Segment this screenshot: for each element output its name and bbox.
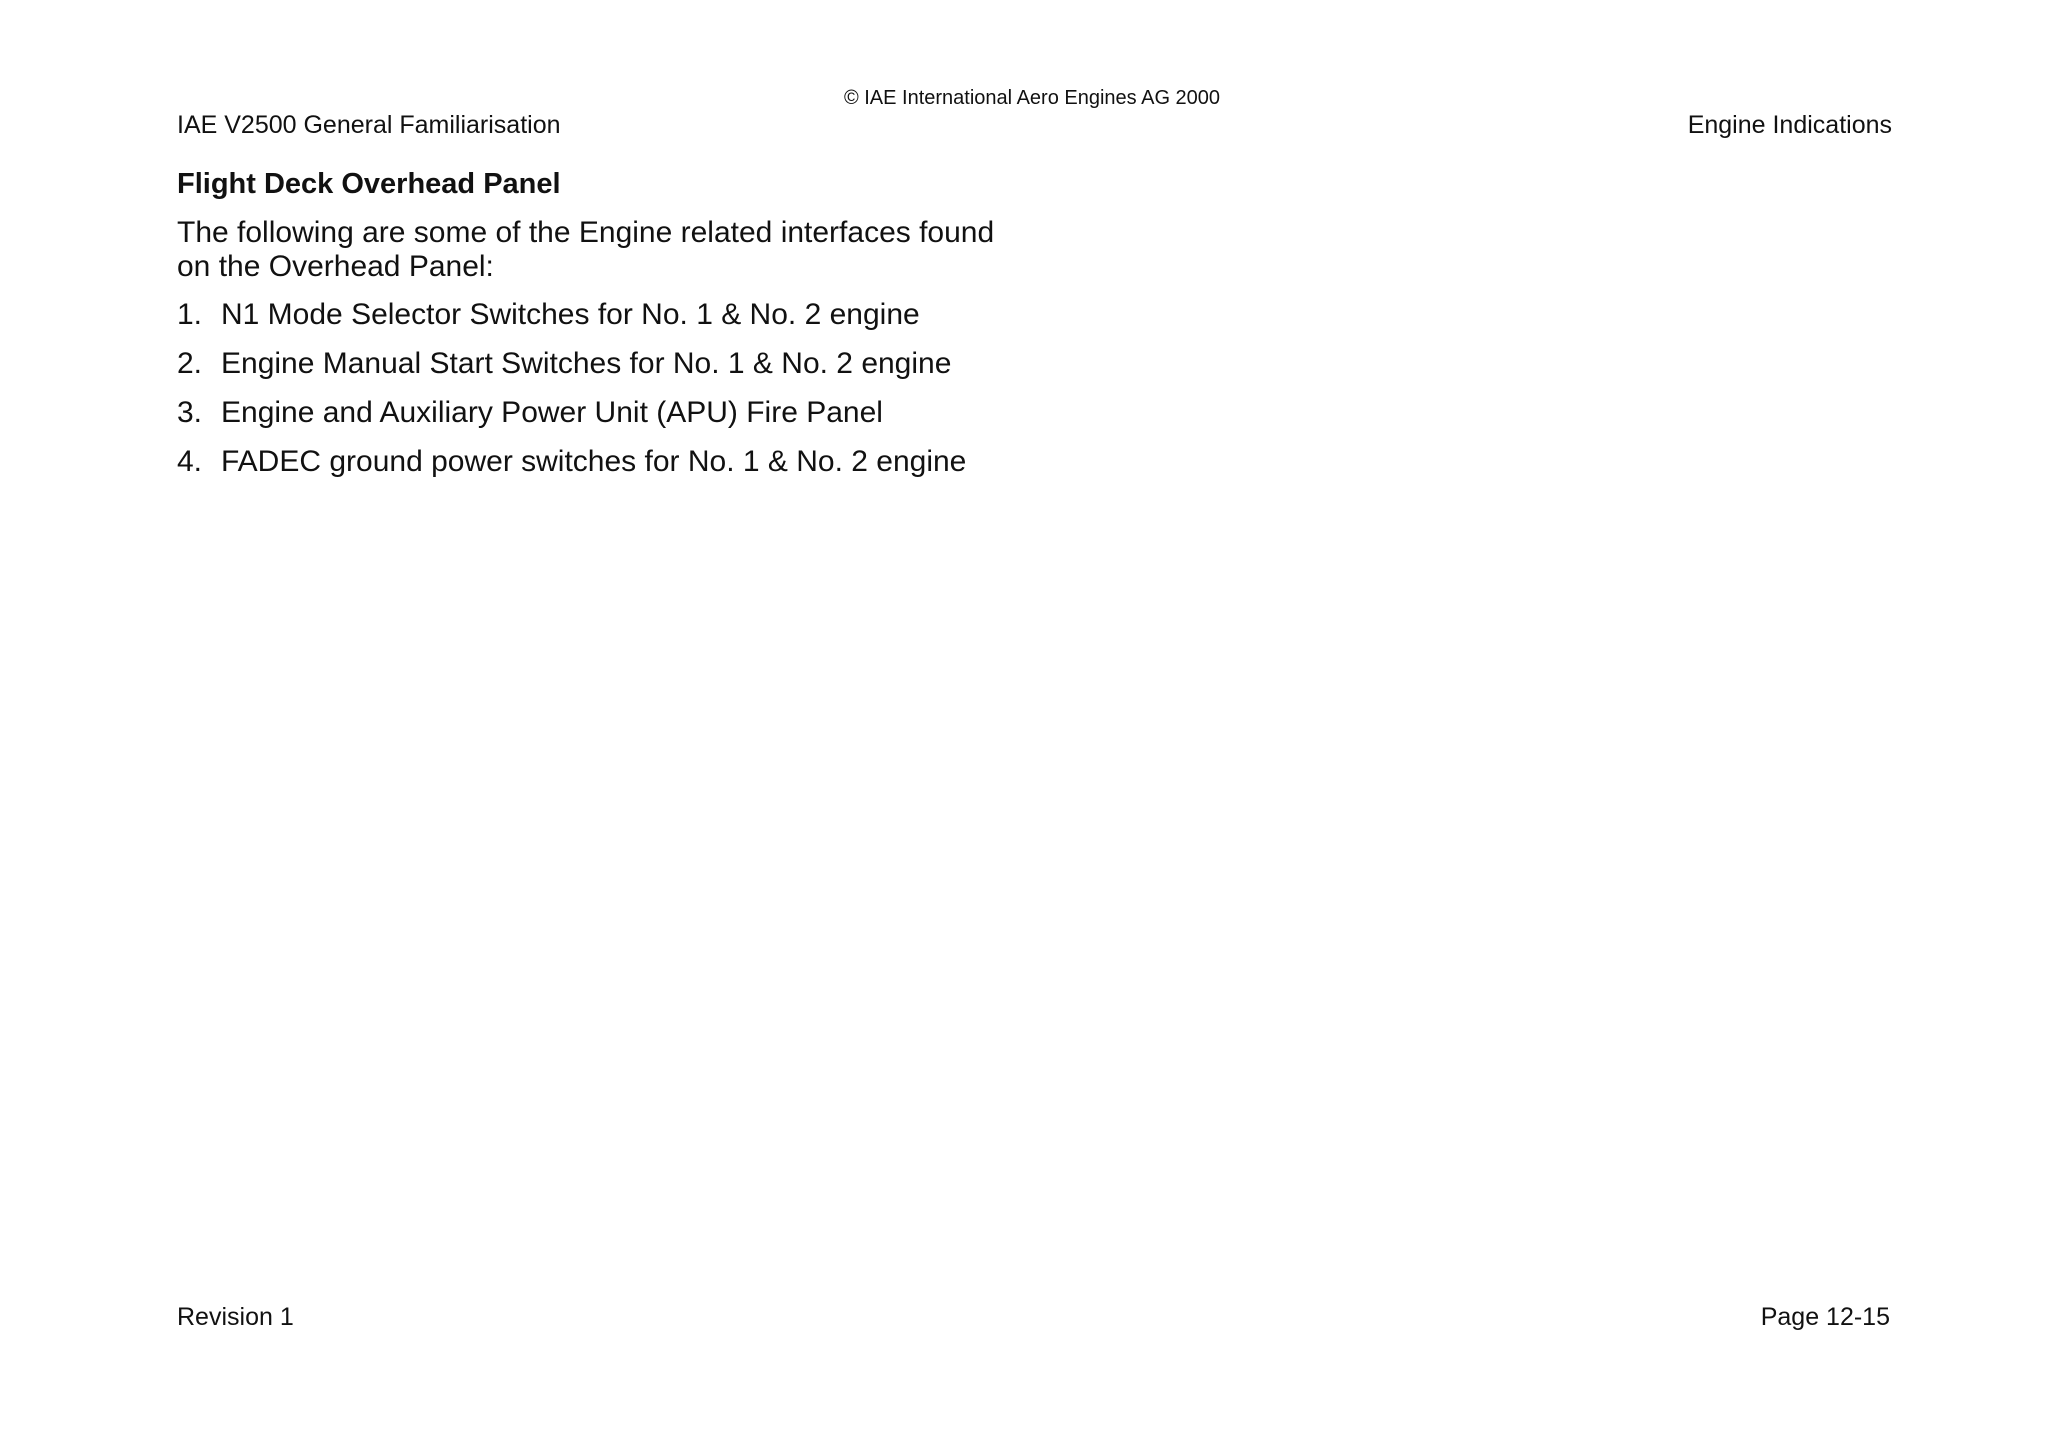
list-item xyxy=(177,298,966,347)
list-item xyxy=(177,396,966,445)
list-item-number: 1. xyxy=(177,298,203,331)
section-heading: Flight Deck Overhead Panel xyxy=(177,168,561,200)
page-number: Page 12-15 xyxy=(1760,1303,1890,1331)
list-item xyxy=(177,445,966,494)
copyright-notice xyxy=(0,86,2048,110)
list-item-text: N1 Mode Selector Switches for No. 1 & No. 2 engine xyxy=(221,298,920,331)
list-item-number: 4. xyxy=(177,445,203,478)
list-item-number: 2. xyxy=(177,347,203,380)
list-item-text: Engine and Auxiliary Power Unit (APU) Fire Panel xyxy=(221,396,883,429)
list-item-text: Engine Manual Start Switches for No. 1 & No. 2 engine xyxy=(221,347,952,380)
chapter-title: Engine Indications xyxy=(1687,111,1892,139)
copyright-text: © IAE International Aero Engines AG 2000 xyxy=(843,87,1221,109)
list-item-number: 3. xyxy=(177,396,203,429)
list-item-text: FADEC ground power switches for No. 1 & No. 2 engine xyxy=(221,445,967,478)
interface-list xyxy=(177,298,966,494)
intro-paragraph: The following are some of the Engine related interfaces found on the Overhead Panel: xyxy=(177,216,995,283)
list-item xyxy=(177,347,966,396)
revision-label: Revision 1 xyxy=(177,1303,294,1331)
document-title: IAE V2500 General Familiarisation xyxy=(177,111,561,139)
